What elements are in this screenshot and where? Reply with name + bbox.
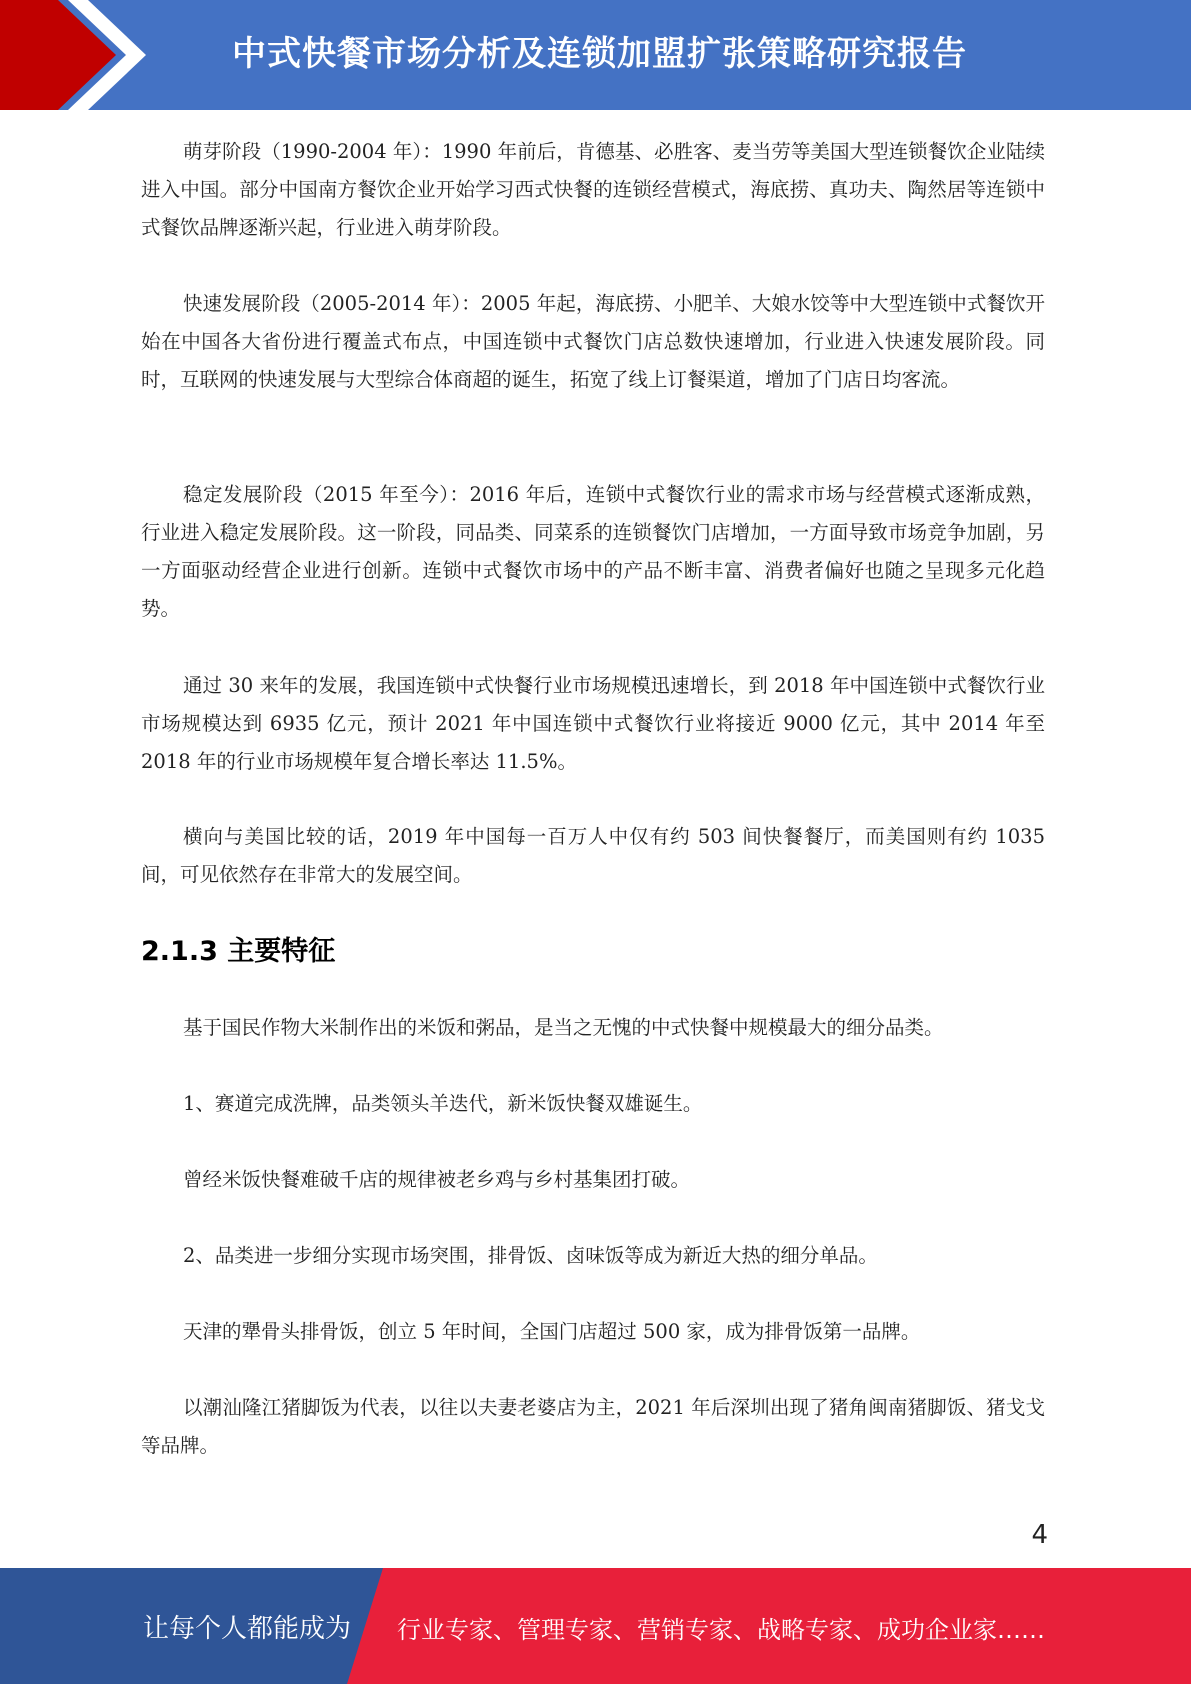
feature-paragraph: 基于国民作物大米制作出的米饭和粥品，是当之无愧的中式快餐中规模最大的细分品类。 xyxy=(183,1016,944,1039)
page-footer xyxy=(0,1568,1191,1684)
feature-paragraph: 天津的犟骨头排骨饭，创立 5 年时间，全国门店超过 500 家，成为排骨饭第一品牌。 xyxy=(183,1320,921,1343)
header-chevron-decoration xyxy=(0,0,170,110)
paragraph-market-size: 通过 30 来年的发展，我国连锁中式快餐行业市场规模迅速增长，到 2018 年中国连锁中式餐饮行业市场规模达到 6935 亿元，预计 2021 年中国连锁中式餐饮行业将接近 9000 亿元，其中 2014 年至 2018 年的行业市场规模年复合增长率达 11.5%。 xyxy=(141,674,1045,773)
paragraph-stable-stage: 稳定发展阶段（2015 年至今）：2016 年后，连锁中式餐饮行业的需求市场与经营模式逐渐成熟，行业进入稳定发展阶段。这一阶段，同品类、同菜系的连锁餐饮门店增加，一方面导致市场竞争加剧，另一方面驱动经营企业进行创新。连锁中式餐饮市场中的产品不断丰富、消费者偏好也随之呈现多元化趋势。 xyxy=(141,483,1045,620)
footer-slogan-left: 让每个人都能成为 xyxy=(143,1614,352,1644)
footer-slogan-right: 行业专家、管理专家、营销专家、战略专家、成功企业家…… xyxy=(397,1616,1045,1644)
feature-paragraph: 曾经米饭快餐难破千店的规律被老乡鸡与乡村基集团打破。 xyxy=(183,1168,691,1191)
feature-paragraph: 1、赛道完成洗牌，品类领头羊迭代，新米饭快餐双雄诞生。 xyxy=(183,1092,703,1115)
section-heading: 2.1.3 主要特征 xyxy=(141,936,336,967)
paragraph-sprouting-stage: 萌芽阶段（1990-2004 年）：1990 年前后，肯德基、必胜客、麦当劳等美国大型连锁餐饮企业陆续进入中国。部分中国南方餐饮企业开始学习西式快餐的连锁经营模式，海底捞、真功夫、陶然居等连锁中式餐饮品牌逐渐兴起，行业进入萌芽阶段。 xyxy=(141,140,1045,239)
report-title: 中式快餐市场分析及连锁加盟扩张策略研究报告 xyxy=(232,34,967,74)
paragraph-rapid-growth-stage: 快速发展阶段（2005-2014 年）：2005 年起，海底捞、小肥羊、大娘水饺等中大型连锁中式餐饮开始在中国各大省份进行覆盖式布点，中国连锁中式餐饮门店总数快速增加，行业进入快速发展阶段。同时，互联网的快速发展与大型综合体商超的诞生，拓宽了线上订餐渠道，增加了门店日均客流。 xyxy=(141,292,1045,391)
feature-paragraph: 2、品类进一步细分实现市场突围，排骨饭、卤味饭等成为新近大热的细分单品。 xyxy=(183,1244,878,1267)
page-header xyxy=(0,0,1191,110)
feature-paragraph: 以潮汕隆江猪脚饭为代表，以往以夫妻老婆店为主，2021 年后深圳出现了猪角闽南猪脚饭、猪戈戈等品牌。 xyxy=(141,1396,1045,1457)
page-number: 4 xyxy=(1031,1520,1048,1550)
paragraph-us-comparison: 横向与美国比较的话，2019 年中国每一百万人中仅有约 503 间快餐餐厅，而美国则有约 1035 间，可见依然存在非常大的发展空间。 xyxy=(141,825,1045,886)
